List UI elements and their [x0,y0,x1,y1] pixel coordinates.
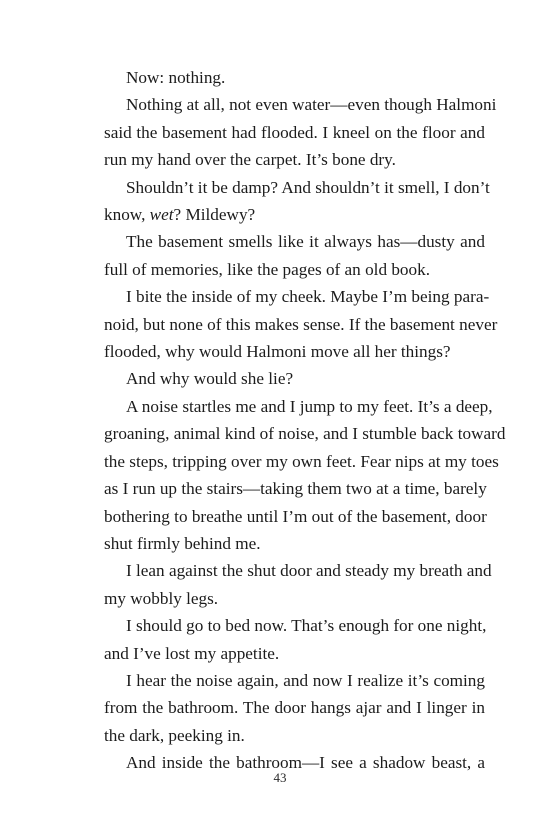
text-line: full of memories, like the pages of an old book. [104,259,431,279]
page-number: 43 [273,770,287,785]
text-line: Now: nothing. [126,68,226,87]
paragraph [82,228,485,283]
text-line: I lean against the shut door and steady my breath and [126,561,492,581]
text-line: Nothing at all, not even water—even though Halmoni [126,95,497,115]
text-line: I should go to bed now. That’s enough for one night, [126,616,487,636]
paragraph [82,667,485,749]
text-line: shut firmly behind me. [104,533,261,553]
text-line: the dark, peeking in. [104,725,245,745]
text-line: Shouldn’t it be damp? And shouldn’t it smell, I don’t [126,177,490,197]
text-line: run my hand over the carpet. It’s bone dry. [104,150,396,170]
paragraph [82,174,490,229]
text-line: from the bathroom. The door hangs ajar and I linger in [104,698,485,718]
text-line: I hear the noise again, and now I realize it’s coming [126,670,485,690]
text-line: and I’ve lost my appetite. [104,643,280,663]
text-line [82,201,485,228]
text-line: And inside the bathroom—I see a shadow beast, a [126,753,485,773]
text-line: The basement smells like it always has—dusty and [126,232,485,252]
text-line: said the basement had flooded. I kneel on the floor and [104,122,485,142]
text-line: A noise startles me and I jump to my feet. It’s a deep, [126,396,493,416]
text-run: know, [104,205,150,225]
page-body [82,64,506,777]
paragraph [82,283,498,365]
text-line: my wobbly legs. [104,588,219,608]
text-line: groaning, animal kind of noise, and I stumble back toward [104,424,506,444]
text-line: as I run up the stairs—taking them two at a time, barely [104,479,487,499]
text-run: ? Mildewy? [173,205,256,225]
paragraph [82,64,485,91]
text-line: bothering to breathe until I’m out of the basement, door [104,506,487,526]
text-line: the steps, tripping over my own feet. Fear nips at my toes [104,451,499,471]
paragraph [82,91,497,173]
paragraph [82,393,506,557]
italic-word: wet [149,205,174,225]
text-line: And why would she lie? [126,369,294,389]
text-line: flooded, why would Halmoni move all her things? [104,342,451,362]
text-line: I bite the inside of my cheek. Maybe I’m being para- [126,287,490,307]
paragraph [82,557,492,612]
paragraph [82,365,485,392]
paragraph [82,612,485,667]
text-line: noid, but none of this makes sense. If the basement never [104,314,498,334]
